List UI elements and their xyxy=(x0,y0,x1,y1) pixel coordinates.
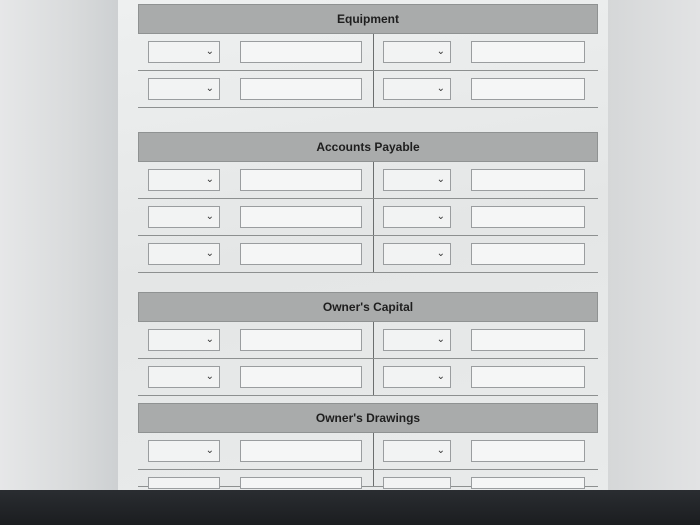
t-account-row xyxy=(138,322,598,359)
account-title: Equipment xyxy=(138,4,598,34)
debit-amount-input[interactable] xyxy=(240,41,362,63)
t-divider xyxy=(373,470,374,486)
credit-date-select[interactable] xyxy=(383,206,451,228)
credit-amount-input[interactable] xyxy=(471,440,585,462)
debit-amount-input[interactable] xyxy=(240,78,362,100)
t-divider xyxy=(373,433,374,469)
debit-date-select[interactable] xyxy=(148,366,220,388)
credit-amount-input[interactable] xyxy=(471,78,585,100)
account-title: Accounts Payable xyxy=(138,132,598,162)
t-divider xyxy=(373,322,374,358)
t-account-owners-capital xyxy=(138,292,598,396)
credit-date-select[interactable] xyxy=(383,440,451,462)
account-title: Owner's Capital xyxy=(138,292,598,322)
chevron-down-icon: ⌄ xyxy=(436,371,445,382)
monitor-bezel-right xyxy=(600,0,700,490)
debit-date-select[interactable] xyxy=(148,206,220,228)
chevron-down-icon: ⌄ xyxy=(436,83,445,94)
chevron-down-icon: ⌄ xyxy=(205,83,214,94)
account-title: Owner's Drawings xyxy=(138,403,598,433)
t-account-row xyxy=(138,470,598,487)
monitor-bezel-left xyxy=(0,0,118,490)
t-accounts-worksheet xyxy=(118,0,608,490)
chevron-down-icon: ⌄ xyxy=(205,46,214,57)
t-account-row xyxy=(138,236,598,273)
debit-date-select[interactable] xyxy=(148,78,220,100)
credit-amount-input[interactable] xyxy=(471,41,585,63)
debit-amount-input[interactable] xyxy=(240,477,362,489)
debit-amount-input[interactable] xyxy=(240,329,362,351)
chevron-down-icon: ⌄ xyxy=(436,248,445,259)
t-divider xyxy=(373,236,374,272)
t-account-owners-drawings xyxy=(138,403,598,487)
debit-date-select[interactable] xyxy=(148,329,220,351)
credit-amount-input[interactable] xyxy=(471,206,585,228)
chevron-down-icon: ⌄ xyxy=(205,334,214,345)
monitor-bezel-bottom xyxy=(0,490,700,525)
debit-amount-input[interactable] xyxy=(240,440,362,462)
chevron-down-icon: ⌄ xyxy=(205,174,214,185)
debit-amount-input[interactable] xyxy=(240,206,362,228)
t-divider xyxy=(373,34,374,70)
t-account-row xyxy=(138,199,598,236)
credit-date-select[interactable] xyxy=(383,366,451,388)
debit-amount-input[interactable] xyxy=(240,243,362,265)
chevron-down-icon: ⌄ xyxy=(436,334,445,345)
chevron-down-icon: ⌄ xyxy=(436,445,445,456)
t-divider xyxy=(373,359,374,395)
t-account-row xyxy=(138,433,598,470)
debit-date-select[interactable] xyxy=(148,243,220,265)
t-account-row xyxy=(138,162,598,199)
debit-amount-input[interactable] xyxy=(240,366,362,388)
credit-amount-input[interactable] xyxy=(471,243,585,265)
credit-amount-input[interactable] xyxy=(471,329,585,351)
chevron-down-icon: ⌄ xyxy=(436,174,445,185)
credit-amount-input[interactable] xyxy=(471,366,585,388)
credit-date-select[interactable] xyxy=(383,169,451,191)
t-account-row xyxy=(138,34,598,71)
credit-date-select[interactable] xyxy=(383,243,451,265)
chevron-down-icon: ⌄ xyxy=(436,46,445,57)
chevron-down-icon: ⌄ xyxy=(436,211,445,222)
chevron-down-icon: ⌄ xyxy=(205,445,214,456)
debit-date-select[interactable] xyxy=(148,477,220,489)
t-divider xyxy=(373,162,374,198)
t-account-row xyxy=(138,71,598,108)
credit-date-select[interactable] xyxy=(383,41,451,63)
t-account-accounts-payable xyxy=(138,132,598,273)
credit-amount-input[interactable] xyxy=(471,477,585,489)
t-account-equipment xyxy=(138,4,598,108)
chevron-down-icon: ⌄ xyxy=(205,211,214,222)
credit-date-select[interactable] xyxy=(383,329,451,351)
credit-date-select[interactable] xyxy=(383,477,451,489)
debit-date-select[interactable] xyxy=(148,169,220,191)
debit-amount-input[interactable] xyxy=(240,169,362,191)
t-divider xyxy=(373,199,374,235)
debit-date-select[interactable] xyxy=(148,440,220,462)
t-account-row xyxy=(138,359,598,396)
credit-date-select[interactable] xyxy=(383,78,451,100)
chevron-down-icon: ⌄ xyxy=(205,248,214,259)
debit-date-select[interactable] xyxy=(148,41,220,63)
chevron-down-icon: ⌄ xyxy=(205,371,214,382)
credit-amount-input[interactable] xyxy=(471,169,585,191)
t-divider xyxy=(373,71,374,107)
